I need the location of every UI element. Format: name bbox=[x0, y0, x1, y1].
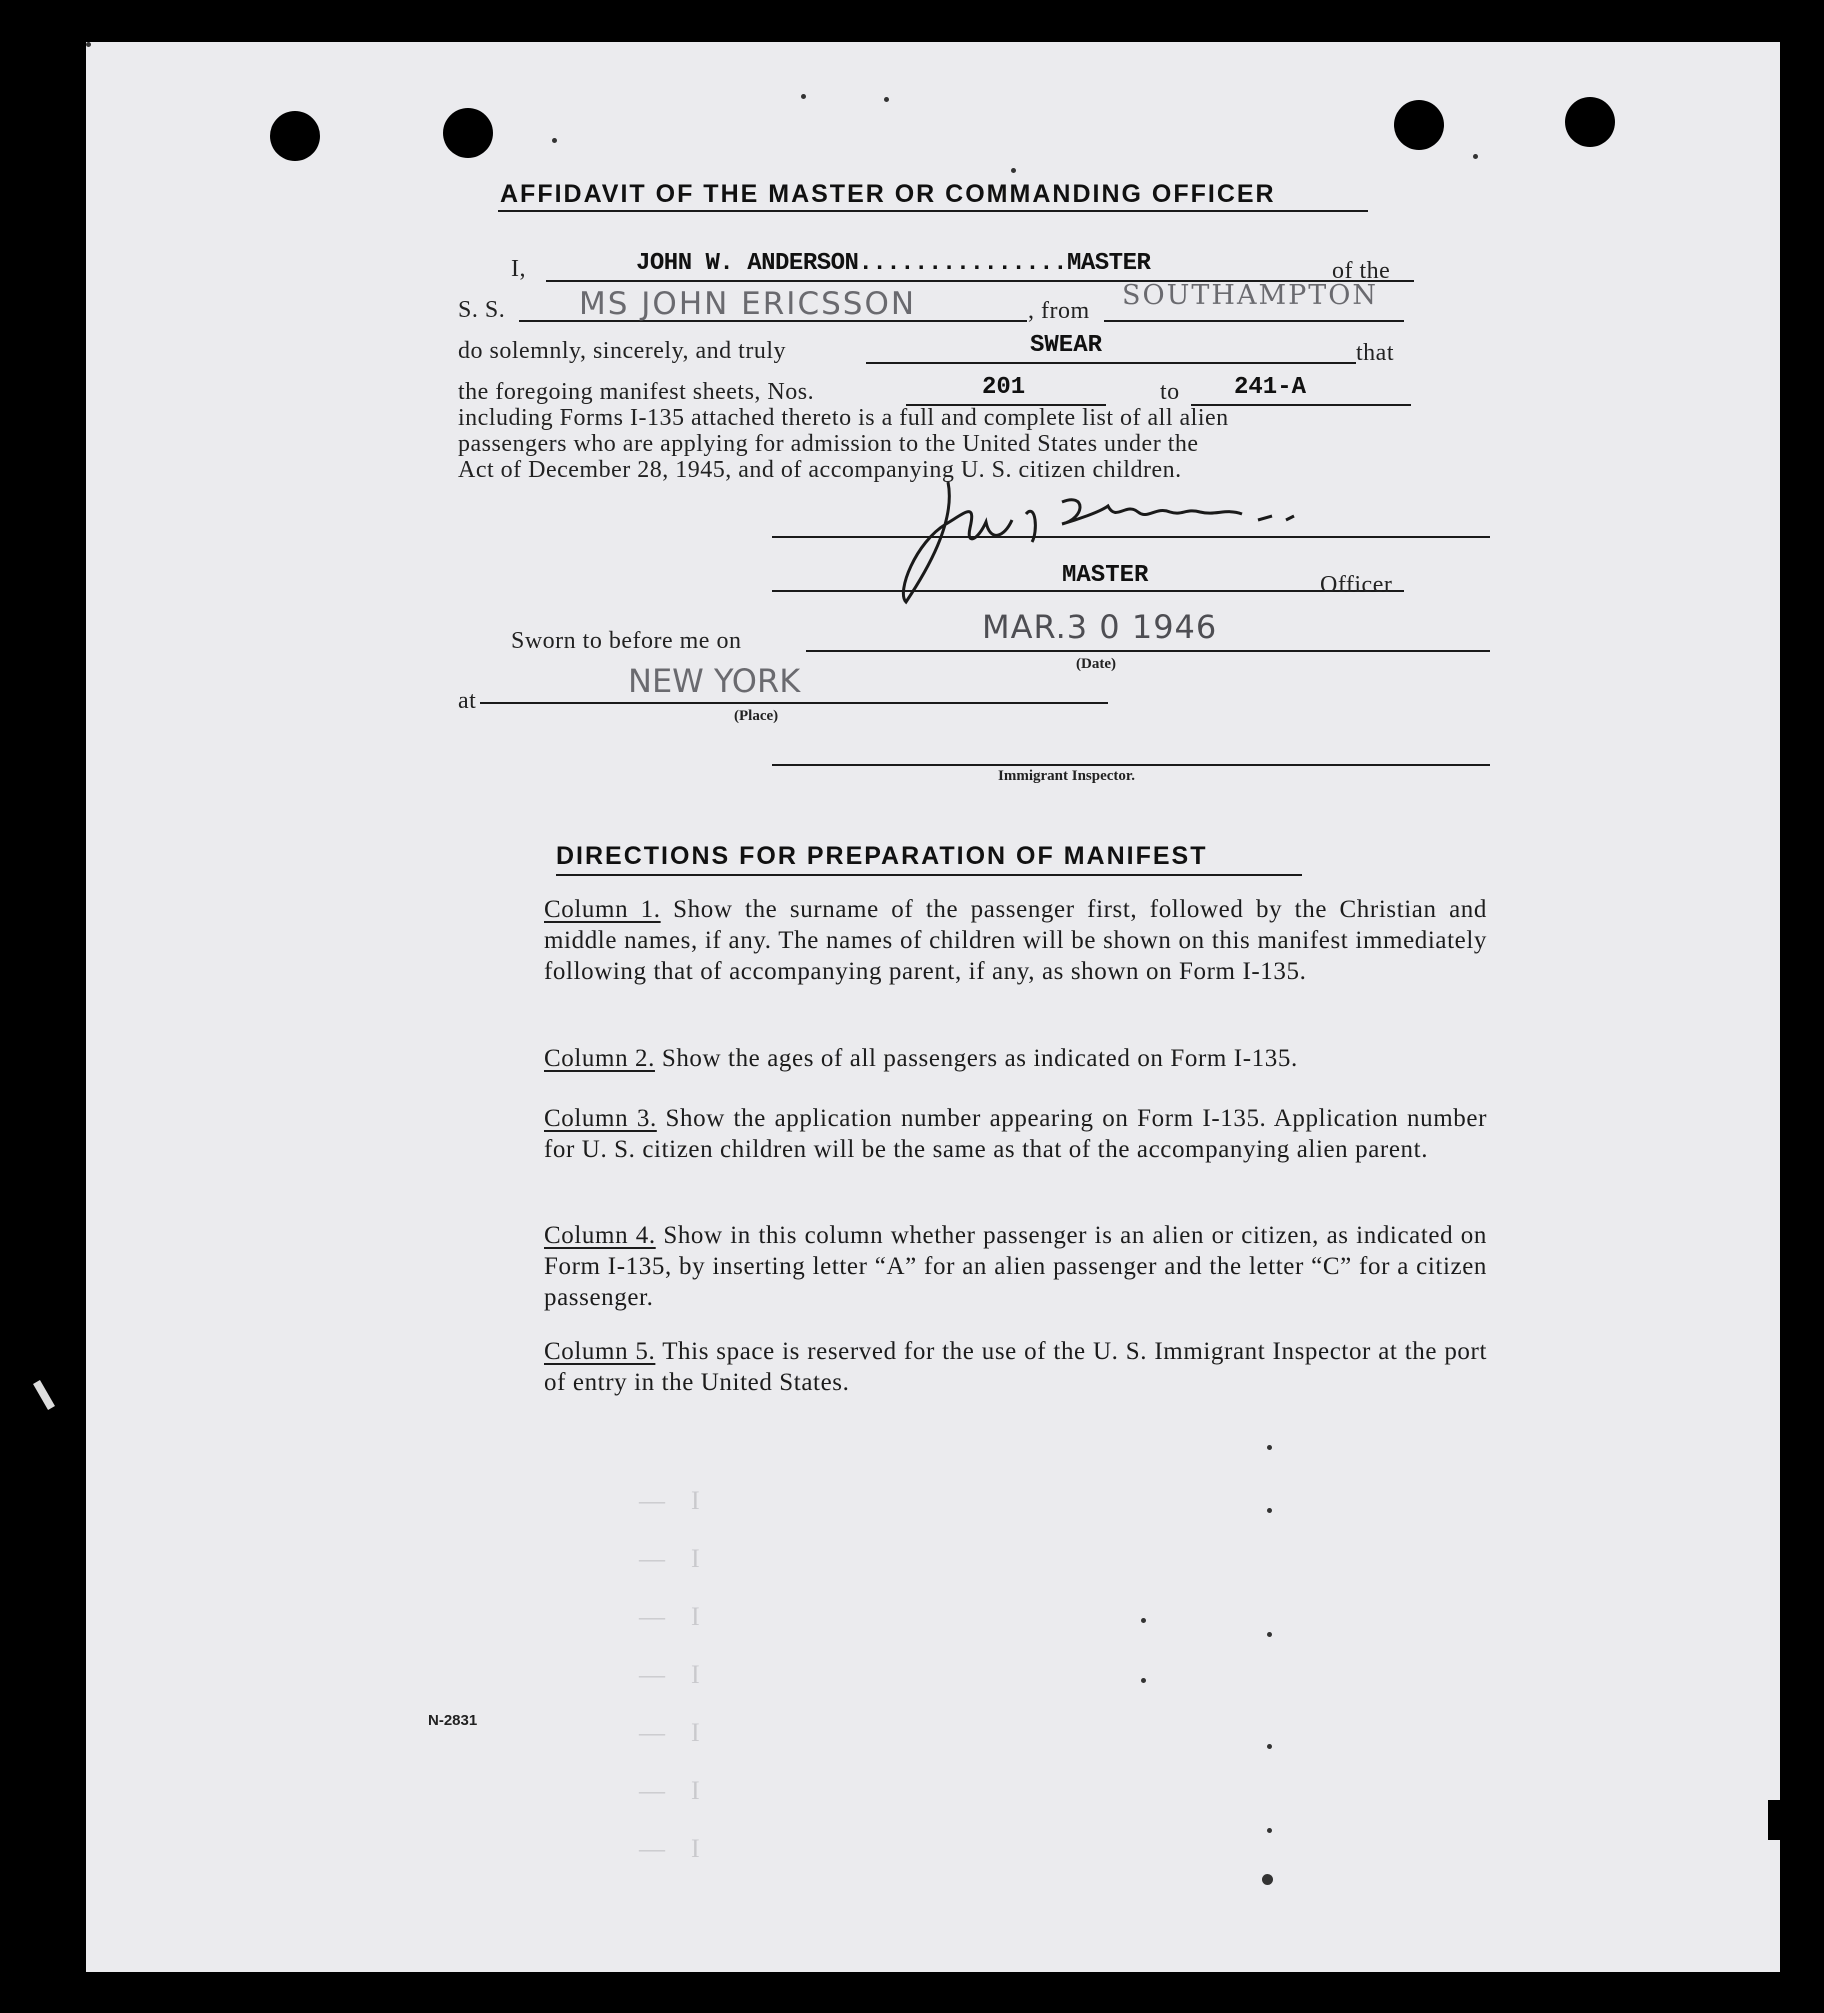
sworn-date-stamp: MAR.3 0 1946 bbox=[982, 608, 1218, 646]
directions-title: DIRECTIONS FOR PREPARATION OF MANIFEST bbox=[556, 842, 1208, 870]
ship-name: MS JOHN ERICSSON bbox=[579, 286, 917, 322]
port-from-line bbox=[1104, 320, 1404, 322]
column-4-head: Column 4. bbox=[544, 1222, 656, 1249]
column-5-direction bbox=[544, 1336, 1487, 1398]
place-line bbox=[480, 702, 1108, 704]
speck bbox=[1011, 168, 1016, 173]
column-2-text: Show the ages of all passengers as indicated on Form I-135. bbox=[661, 1045, 1298, 1072]
affidavit-body-line-1: including Forms I-135 attached thereto is a full and complete list of all alien bbox=[458, 405, 1229, 431]
column-1-head: Column 1. bbox=[544, 896, 661, 923]
column-1-text: Show the surname of the passenger first, followed by the Christian and middle names, if any. The names of children will be shown on this manifest immediately following that of accompanying parent, if any, as shown on Form I-135. bbox=[544, 896, 1487, 985]
punch-hole-4 bbox=[1565, 97, 1615, 147]
affidavit-title: AFFIDAVIT OF THE MASTER OR COMMANDING OFFICER bbox=[500, 180, 1276, 208]
edge-mark bbox=[33, 1380, 55, 1410]
date-caption: (Date) bbox=[1076, 656, 1116, 672]
affidavit-title-underline bbox=[498, 210, 1368, 212]
sworn-date-line bbox=[806, 650, 1490, 652]
officer-title: MASTER bbox=[1062, 562, 1149, 589]
punch-hole-3 bbox=[1394, 100, 1444, 150]
speck bbox=[1267, 1445, 1272, 1450]
column-4-text: Show in this column whether passenger is an alien or citizen, as indicated on Form I-135, by inserting letter “A” for an alien passenger and the letter “C” for a citizen passenger. bbox=[544, 1222, 1487, 1311]
column-3-text: Show the application number appearing on Form I-135. Application number for U. S. citizen children will be the same as that of the accompanying alien parent. bbox=[544, 1105, 1487, 1163]
speck bbox=[801, 94, 806, 99]
directions-title-underline bbox=[556, 874, 1302, 876]
from-label: , from bbox=[1028, 298, 1090, 324]
speck bbox=[884, 97, 889, 102]
punch-hole-1 bbox=[270, 111, 320, 161]
affidavit-body-line-3: Act of December 28, 1945, and of accompanying U. S. citizen children. bbox=[458, 457, 1182, 483]
inspector-line bbox=[772, 764, 1490, 766]
sheet-to: 241-A bbox=[1234, 374, 1307, 401]
column-5-head: Column 5. bbox=[544, 1338, 656, 1365]
line3-suffix: that bbox=[1356, 340, 1394, 366]
line3-prefix: do solemnly, sincerely, and truly bbox=[458, 338, 786, 364]
at-label: at bbox=[458, 688, 477, 714]
punch-hole-2 bbox=[443, 108, 493, 158]
port-from: SOUTHAMPTON bbox=[1122, 280, 1379, 311]
column-2-direction bbox=[544, 1043, 1487, 1074]
officer-line bbox=[772, 590, 1404, 592]
column-3-direction bbox=[544, 1103, 1487, 1165]
column-2-head: Column 2. bbox=[544, 1045, 655, 1072]
line1-prefix: I, bbox=[511, 256, 526, 282]
oath-word: SWEAR bbox=[1030, 332, 1103, 359]
bleed-through-marks: — I — I — I — I — I — I — I bbox=[639, 1486, 700, 1863]
master-name: JOHN W. ANDERSON...............MASTER bbox=[636, 250, 1151, 277]
column-5-text: This space is reserved for the use of the U. S. Immigrant Inspector at the port of entry in the United States. bbox=[544, 1338, 1487, 1396]
affidavit-body-line-2: passengers who are applying for admission to the United States under the bbox=[458, 431, 1199, 457]
speck bbox=[1267, 1508, 1272, 1513]
column-1-direction bbox=[544, 894, 1487, 987]
inspector-caption: Immigrant Inspector. bbox=[998, 768, 1135, 784]
speck bbox=[1473, 154, 1478, 159]
speck bbox=[1267, 1632, 1272, 1637]
speck bbox=[1267, 1828, 1272, 1833]
place-caption: (Place) bbox=[734, 708, 779, 724]
speck bbox=[1141, 1678, 1146, 1683]
document-page bbox=[86, 42, 1780, 1972]
column-4-direction bbox=[544, 1220, 1487, 1313]
speck bbox=[1262, 1874, 1273, 1885]
ss-label: S. S. bbox=[458, 297, 506, 323]
place-stamp: NEW YORK bbox=[628, 662, 801, 700]
line1-suffix: of the bbox=[1332, 258, 1391, 284]
line4-prefix: the foregoing manifest sheets, Nos. bbox=[458, 379, 815, 405]
form-number: N-2831 bbox=[428, 1712, 478, 1729]
column-3-head: Column 3. bbox=[544, 1105, 657, 1132]
to-label: to bbox=[1160, 379, 1180, 405]
speck bbox=[1141, 1618, 1146, 1623]
edge-mark bbox=[1768, 1800, 1780, 1840]
speck bbox=[552, 138, 557, 143]
speck bbox=[1267, 1744, 1272, 1749]
officer-label: Officer bbox=[1320, 572, 1393, 598]
speck bbox=[86, 42, 91, 47]
oath-line bbox=[866, 362, 1356, 364]
sheet-from: 201 bbox=[982, 374, 1026, 401]
sworn-label: Sworn to before me on bbox=[511, 628, 742, 654]
